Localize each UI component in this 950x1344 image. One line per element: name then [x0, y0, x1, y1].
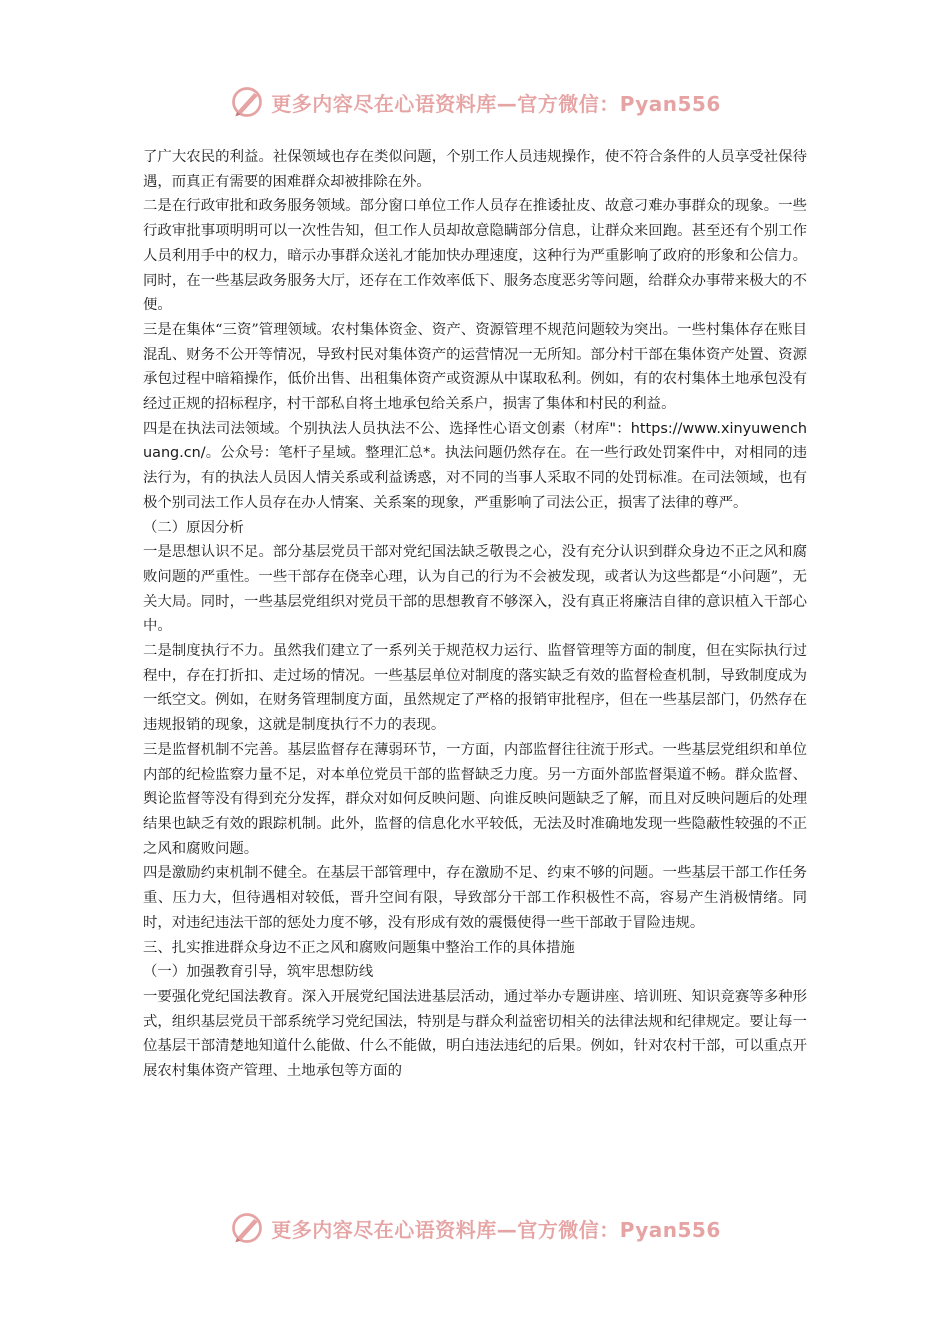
header-banner — [0, 82, 950, 122]
pen-circle-icon — [229, 1210, 265, 1246]
section-heading: （二）原因分析 — [143, 519, 244, 536]
paragraph: 二是制度执行不力。虽然我们建立了一系列关于规范权力运行、监督管理等方面的制度，但在实际执行过程中，存在打折扣、走过场的情况。一些基层单位对制度的落实缺乏有效的监督检查机制，导致制度成为一纸空文。例如，在财务管理制度方面，虽然规定了严格的报销审批程序，但在一些基层部门，仍然存在违规报销的现象，这就是制度执行不力的表现。 — [143, 643, 807, 734]
paragraph: 了广大农民的利益。社保领域也存在类似问题，个别工作人员违规操作，使不符合条件的人员享受社保待遇，而真正有需要的困难群众却被排除在外。 — [143, 149, 807, 190]
section-heading: （一）加强教育引导，筑牢思想防线 — [143, 964, 374, 981]
chapter-heading: 三、扎实推进群众身边不正之风和腐败问题集中整治工作的具体措施 — [143, 939, 575, 956]
document-body — [143, 145, 807, 1084]
footer-banner-text: 更多内容尽在心语资料库—官方微信：Pyan556 — [271, 1217, 721, 1242]
footer-banner — [0, 1208, 950, 1248]
paragraph: 一是思想认识不足。部分基层党员干部对党纪国法缺乏敬畏之心，没有充分认识到群众身边不正之风和腐败问题的严重性。一些干部存在侥幸心理，认为自己的行为不会被发现，或者认为这些都是“小问题”，无关大局。同时，一些基层党组织对党员干部的思想教育不够深入，没有真正将廉洁自律的意识植入干部心中。 — [143, 544, 807, 635]
paragraph: 三是在集体“三资”管理领域。农村集体资金、资产、资源管理不规范问题较为突出。一些村集体存在账目混乱、财务不公开等情况，导致村民对集体资产的运营情况一无所知。部分村干部在集体资产处置、资源承包过程中暗箱操作，低价出售、出租集体资产或资源从中谋取私利。例如，有的农村集体土地承包没有经过正规的招标程序，村干部私自将土地承包给关系户，损害了集体和村民的利益。 — [143, 321, 807, 413]
paragraph-law-enforcement: 四是在执法司法领域。个别执法人员执法不公、选择性心语文创素（材库"：https://www.xinyuwenchuang.cn/。公众号：笔杆子星域。整理汇总*。执法问题仍然存在。在一些行政处罚案件中，对相同的违法行为，有的执法人员因人情关系或利益诱惑，对不同的当事人采取不同的处罚标准。在司法领域，也有极个别司法工作人员存在办人情案、关系案的现象，严重影响了司法公正，损害了法律的尊严。 — [143, 420, 807, 511]
paragraph: 一要强化党纪国法教育。深入开展党纪国法进基层活动，通过举办专题讲座、培训班、知识竞赛等多种形式，组织基层党员干部系统学习党纪国法，特别是与群众利益密切相关的法律法规和纪律规定。要让每一位基层干部清楚地知道什么能做、什么不能做，明白违法违纪的后果。例如，针对农村干部，可以重点开展农村集体资产管理、土地承包等方面的 — [143, 988, 807, 1080]
paragraph: 四是激励约束机制不健全。在基层干部管理中，存在激励不足、约束不够的问题。一些基层干部工作任务重、压力大，但待遇相对较低，晋升空间有限，导致部分干部工作积极性不高，容易产生消极情绪。同时，对违纪违法干部的惩处力度不够，没有形成有效的震慑使得一些干部敢于冒险违规。 — [143, 865, 807, 931]
paragraph: 二是在行政审批和政务服务领域。部分窗口单位工作人员存在推诿扯皮、故意刁难办事群众的现象。一些行政审批事项明明可以一次性告知，但工作人员却故意隐瞒部分信息，让群众来回跑。甚至还有个别工作人员利用手中的权力，暗示办事群众送礼才能加快办理速度，这种行为严重影响了政府的形象和公信力。同时，在一些基层政务服务大厅，还存在工作效率低下、服务态度恶劣等问题，给群众办事带来极大的不便。 — [143, 198, 807, 314]
pen-circle-icon — [229, 84, 265, 120]
paragraph: 三是监督机制不完善。基层监督存在薄弱环节，一方面，内部监督往往流于形式。一些基层党组织和单位内部的纪检监察力量不足，对本单位党员干部的监督缺乏力度。另一方面外部监督渠道不畅。群众监督、舆论监督等没有得到充分发挥，群众对如何反映问题、向谁反映问题缺乏了解，而且对反映问题后的处理结果也缺乏有效的跟踪机制。此外，监督的信息化水平较低，无法及时准确地发现一些隐蔽性较强的不正之风和腐败问题。 — [143, 741, 807, 857]
header-banner-text: 更多内容尽在心语资料库—官方微信：Pyan556 — [271, 91, 721, 116]
